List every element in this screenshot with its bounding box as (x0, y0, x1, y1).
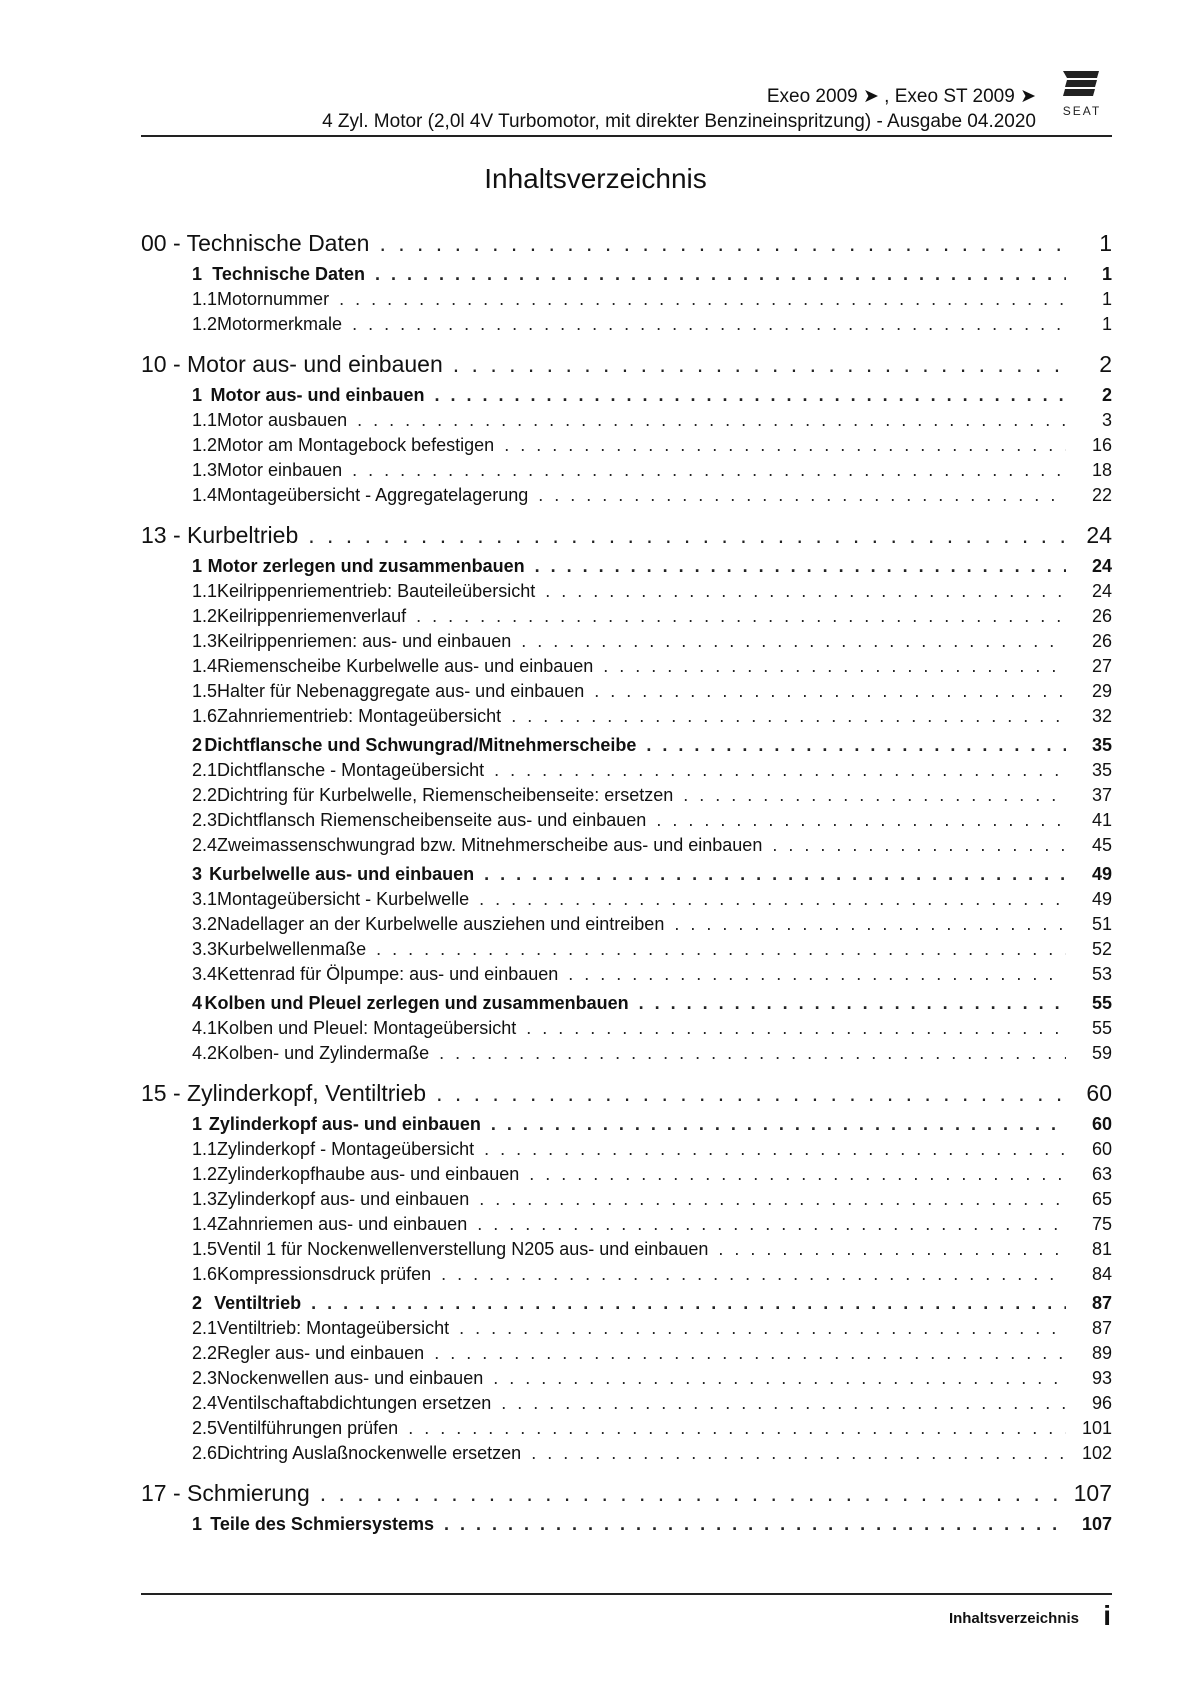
table-of-contents (141, 228, 1112, 1537)
entry-page-number: 18 (1091, 460, 1112, 480)
entry-page-number: 24 (1091, 556, 1112, 576)
document-header (322, 84, 1036, 134)
entry-number: 2.4 (192, 835, 218, 855)
entry-number: 1.5 (192, 1239, 218, 1259)
entry-title: Ventiltrieb: Montageübersicht (217, 1318, 450, 1338)
entry-page-number: 89 (1091, 1343, 1112, 1363)
entry-title: Nadellager an der Kurbelwelle ausziehen und eintreiben (217, 914, 665, 934)
toc-subsection[interactable] (141, 312, 1112, 337)
entry-page-number: 32 (1091, 706, 1112, 726)
toc-subsection[interactable] (141, 783, 1112, 808)
header-divider (141, 135, 1112, 137)
entry-number: 2.1 (192, 760, 218, 780)
toc-chapter[interactable] (141, 1078, 1112, 1108)
entry-number: 1.2 (192, 435, 218, 455)
entry-number: 2.1 (192, 1318, 218, 1338)
logo-wordmark: SEAT (1062, 104, 1102, 118)
dot-leader (491, 1112, 1066, 1137)
toc-subsection[interactable] (141, 912, 1112, 937)
dot-leader (484, 862, 1066, 887)
entry-page-number: 16 (1091, 435, 1112, 455)
dot-leader (477, 1212, 1066, 1237)
entry-page-number: 35 (1091, 760, 1112, 780)
entry-number: 1.3 (192, 1189, 218, 1209)
toc-subsection[interactable] (141, 654, 1112, 679)
toc-subsection[interactable] (141, 1041, 1112, 1066)
dot-leader (484, 1137, 1066, 1162)
toc-subsection[interactable] (141, 937, 1112, 962)
entry-page-number: 55 (1091, 1018, 1112, 1038)
entry-title: Kurbelwellenmaße (217, 939, 367, 959)
entry-number: 2.3 (192, 810, 218, 830)
entry-title: Zylinderkopfhaube aus- und einbauen (217, 1164, 520, 1184)
entry-title: Zweimassenschwungrad bzw. Mitnehmerscheibe aus- und einbauen (217, 835, 763, 855)
dot-leader (639, 991, 1066, 1016)
toc-section[interactable] (141, 733, 1112, 758)
entry-number: 1 (192, 1514, 203, 1534)
toc-section[interactable] (141, 383, 1112, 408)
dot-leader (416, 604, 1066, 629)
entry-title: Kettenrad für Ölpumpe: aus- und einbauen (217, 964, 559, 984)
entry-number: 1.1 (192, 410, 218, 430)
entry-number: 3 (192, 864, 203, 884)
entry-title: Kolben und Pleuel zerlegen und zusammenbauen (204, 993, 629, 1013)
dot-leader (772, 833, 1066, 858)
entry-page-number: 60 (1091, 1114, 1112, 1134)
entry-number: 1 (192, 385, 203, 405)
toc-subsection[interactable] (141, 1366, 1112, 1391)
entry-number: 1.4 (192, 485, 218, 505)
toc-section[interactable] (141, 554, 1112, 579)
entry-page-number: 53 (1091, 964, 1112, 984)
dot-leader (308, 520, 1066, 550)
entry-title: Kurbelwelle aus- und einbauen (209, 864, 475, 884)
toc-subsection[interactable] (141, 629, 1112, 654)
entry-title: 17 - Schmierung (141, 1480, 310, 1506)
entry-title: Dichtring für Kurbelwelle, Riemenscheibenseite: ersetzen (217, 785, 674, 805)
entry-page-number: 84 (1091, 1264, 1112, 1284)
dot-leader (521, 629, 1066, 654)
dot-leader (529, 1162, 1066, 1187)
dot-leader (511, 704, 1066, 729)
entry-title: 10 - Motor aus- und einbauen (141, 351, 443, 377)
footer-divider (141, 1593, 1112, 1595)
toc-subsection[interactable] (141, 483, 1112, 508)
dot-leader (436, 1078, 1066, 1108)
entry-page-number: 93 (1091, 1368, 1112, 1388)
header-engine-line: 4 Zyl. Motor (2,0l 4V Turbomotor, mit direkter Benzineinspritzung) - Ausgabe 04.2020 (322, 111, 1036, 132)
dot-leader (683, 783, 1066, 808)
footer-page-number: i (1103, 1600, 1111, 1631)
toc-subsection[interactable] (141, 1341, 1112, 1366)
dot-leader (568, 962, 1066, 987)
toc-subsection[interactable] (141, 408, 1112, 433)
entry-number: 1.1 (192, 581, 218, 601)
entry-number: 1.6 (192, 706, 218, 726)
entry-number: 3.4 (192, 964, 218, 984)
toc-subsection[interactable] (141, 1137, 1112, 1162)
toc-subsection[interactable] (141, 579, 1112, 604)
dot-leader (531, 1441, 1066, 1466)
entry-page-number: 59 (1091, 1043, 1112, 1063)
entry-number: 2.6 (192, 1443, 218, 1463)
entry-page-number: 22 (1091, 485, 1112, 505)
entry-title: 13 - Kurbeltrieb (141, 522, 299, 548)
entry-page-number: 27 (1091, 656, 1112, 676)
entry-number: 4.1 (192, 1018, 218, 1038)
entry-title: Teile des Schmiersystems (210, 1514, 435, 1534)
entry-page-number: 49 (1091, 889, 1112, 909)
dot-leader (545, 579, 1066, 604)
dot-leader (444, 1512, 1066, 1537)
entry-title: Keilrippenriementrieb: Bauteileübersicht (217, 581, 536, 601)
dot-leader (352, 458, 1066, 483)
entry-number: 4 (192, 993, 203, 1013)
toc-subsection[interactable] (141, 1441, 1112, 1466)
entry-title: Montageübersicht - Aggregatelagerung (217, 485, 529, 505)
toc-subsection[interactable] (141, 458, 1112, 483)
dot-leader (603, 654, 1066, 679)
dot-leader (434, 1341, 1066, 1366)
entry-number: 3.3 (192, 939, 218, 959)
toc-subsection[interactable] (141, 1237, 1112, 1262)
toc-subsection[interactable] (141, 887, 1112, 912)
entry-title: Zylinderkopf aus- und einbauen (217, 1189, 470, 1209)
entry-title: Dichtflansch Riemenscheibenseite aus- und einbauen (217, 810, 647, 830)
entry-number: 1.4 (192, 656, 218, 676)
entry-title: Nockenwellen aus- und einbauen (217, 1368, 484, 1388)
dot-leader (453, 349, 1066, 379)
entry-title: Ventil 1 für Nockenwellenverstellung N205 aus- und einbauen (217, 1239, 709, 1259)
toc-section[interactable] (141, 1512, 1112, 1537)
toc-subsection[interactable] (141, 1262, 1112, 1287)
toc-chapter[interactable] (141, 520, 1112, 550)
dot-leader (504, 433, 1066, 458)
toc-subsection[interactable] (141, 1187, 1112, 1212)
entry-number: 1.2 (192, 606, 218, 626)
entry-number: 1.1 (192, 1139, 218, 1159)
dot-leader (493, 1366, 1066, 1391)
header-model-line: Exeo 2009 ➤ , Exeo ST 2009 ➤ (766, 86, 1036, 107)
entry-page-number: 81 (1091, 1239, 1112, 1259)
entry-title: Halter für Nebenaggregate aus- und einbauen (217, 681, 585, 701)
dot-leader (357, 408, 1066, 433)
entry-number: 1.1 (192, 289, 218, 309)
entry-number: 2.4 (192, 1393, 218, 1413)
entry-number: 2.2 (192, 785, 218, 805)
entry-title: Kolben- und Zylindermaße (217, 1043, 430, 1063)
dot-leader (656, 808, 1066, 833)
entry-title: Motornummer (217, 289, 330, 309)
entry-page-number: 87 (1091, 1293, 1112, 1313)
entry-number: 1.6 (192, 1264, 218, 1284)
dot-leader (646, 733, 1066, 758)
entry-number: 1.2 (192, 1164, 218, 1184)
entry-page-number: 107 (1081, 1514, 1112, 1534)
dot-leader (479, 1187, 1066, 1212)
toc-subsection[interactable] (141, 962, 1112, 987)
entry-page-number: 24 (1086, 522, 1112, 548)
entry-number: 2 (192, 1293, 203, 1313)
entry-page-number: 3 (1101, 410, 1112, 430)
entry-page-number: 1 (1101, 264, 1112, 284)
entry-title: Motor einbauen (217, 460, 343, 480)
entry-page-number: 52 (1091, 939, 1112, 959)
entry-page-number: 26 (1091, 631, 1112, 651)
entry-title: Keilrippenriemen: aus- und einbauen (217, 631, 512, 651)
toc-subsection[interactable] (141, 287, 1112, 312)
entry-page-number: 63 (1091, 1164, 1112, 1184)
toc-subsection[interactable] (141, 808, 1112, 833)
toc-subsection[interactable] (141, 704, 1112, 729)
dot-leader (538, 483, 1066, 508)
entry-page-number: 102 (1081, 1443, 1112, 1463)
entry-title: Motor am Montagebock befestigen (217, 435, 495, 455)
toc-section[interactable] (141, 262, 1112, 287)
entry-title: Motormerkmale (217, 314, 343, 334)
toc-chapter[interactable] (141, 349, 1112, 379)
toc-section[interactable] (141, 862, 1112, 887)
dot-leader (501, 1391, 1066, 1416)
toc-section[interactable] (141, 1291, 1112, 1316)
entry-title: Ventilführungen prüfen (217, 1418, 399, 1438)
entry-number: 2.2 (192, 1343, 218, 1363)
entry-number: 1 (192, 556, 203, 576)
toc-chapter[interactable] (141, 1478, 1112, 1508)
entry-page-number: 35 (1091, 735, 1112, 755)
entry-title: Motor aus- und einbauen (210, 385, 425, 405)
dot-leader (494, 758, 1066, 783)
entry-number: 3.2 (192, 914, 218, 934)
entry-page-number: 60 (1091, 1139, 1112, 1159)
toc-subsection[interactable] (141, 1391, 1112, 1416)
dot-leader (594, 679, 1066, 704)
dot-leader (379, 228, 1066, 258)
dot-leader (352, 312, 1066, 337)
entry-number: 1.3 (192, 460, 218, 480)
entry-page-number: 51 (1091, 914, 1112, 934)
dot-leader (375, 262, 1066, 287)
dot-leader (376, 937, 1066, 962)
dot-leader (674, 912, 1066, 937)
dot-leader (439, 1041, 1066, 1066)
entry-title: Ventiltrieb (214, 1293, 302, 1313)
entry-title: Kompressionsdruck prüfen (217, 1264, 432, 1284)
entry-title: Riemenscheibe Kurbelwelle aus- und einbauen (217, 656, 594, 676)
toc-section[interactable] (141, 991, 1112, 1016)
entry-page-number: 2 (1101, 385, 1112, 405)
dot-leader (320, 1478, 1066, 1508)
page-title: Inhaltsverzeichnis (484, 163, 707, 194)
dot-leader (526, 1016, 1066, 1041)
toc-chapter[interactable] (141, 228, 1112, 258)
entry-page-number: 45 (1091, 835, 1112, 855)
entry-title: Zylinderkopf aus- und einbauen (208, 1114, 481, 1134)
entry-page-number: 96 (1091, 1393, 1112, 1413)
entry-page-number: 24 (1091, 581, 1112, 601)
entry-number: 1.4 (192, 1214, 218, 1234)
dot-leader (718, 1237, 1066, 1262)
entry-number: 1.3 (192, 631, 218, 651)
entry-page-number: 2 (1099, 351, 1112, 377)
entry-page-number: 26 (1091, 606, 1112, 626)
dot-leader (435, 383, 1066, 408)
toc-subsection[interactable] (141, 833, 1112, 858)
entry-page-number: 37 (1091, 785, 1112, 805)
entry-number: 4.2 (192, 1043, 218, 1063)
entry-page-number: 60 (1086, 1080, 1112, 1106)
entry-title: Dichtflansche und Schwungrad/Mitnehmerscheibe (204, 735, 637, 755)
entry-number: 1 (192, 1114, 203, 1134)
entry-page-number: 107 (1073, 1480, 1112, 1506)
entry-page-number: 49 (1091, 864, 1112, 884)
toc-subsection[interactable] (141, 1416, 1112, 1441)
dot-leader (459, 1316, 1066, 1341)
entry-title: Regler aus- und einbauen (217, 1343, 425, 1363)
entry-page-number: 55 (1091, 993, 1112, 1013)
toc-subsection[interactable] (141, 758, 1112, 783)
entry-number: 2.3 (192, 1368, 218, 1388)
entry-title: Ventilschaftabdichtungen ersetzen (217, 1393, 492, 1413)
entry-title: Kolben und Pleuel: Montageübersicht (217, 1018, 517, 1038)
entry-title: Motor ausbauen (217, 410, 348, 430)
entry-title: Dichtflansche - Montageübersicht (217, 760, 485, 780)
dot-leader (479, 887, 1066, 912)
entry-page-number: 1 (1101, 289, 1112, 309)
dot-leader (408, 1416, 1066, 1441)
entry-title: 00 - Technische Daten (141, 230, 370, 256)
toc-subsection[interactable] (141, 1162, 1112, 1187)
entry-title: Zylinderkopf - Montageübersicht (217, 1139, 475, 1159)
seat-logo-icon (1053, 69, 1111, 119)
entry-title: Keilrippenriemenverlauf (217, 606, 407, 626)
toc-subsection[interactable] (141, 1016, 1112, 1041)
entry-number: 1.2 (192, 314, 218, 334)
toc-section[interactable] (141, 1112, 1112, 1137)
entry-page-number: 1 (1101, 314, 1112, 334)
entry-number: 1.5 (192, 681, 218, 701)
entry-title: Technische Daten (212, 264, 365, 284)
dot-leader (441, 1262, 1066, 1287)
toc-subsection[interactable] (141, 604, 1112, 629)
dot-leader (535, 554, 1066, 579)
entry-page-number: 87 (1091, 1318, 1112, 1338)
entry-number: 2.5 (192, 1418, 218, 1438)
entry-title: Dichtring Auslaßnockenwelle ersetzen (217, 1443, 522, 1463)
entry-page-number: 101 (1081, 1418, 1112, 1438)
entry-number: 2 (192, 735, 203, 755)
dot-leader (339, 287, 1066, 312)
toc-subsection[interactable] (141, 1316, 1112, 1341)
toc-subsection[interactable] (141, 679, 1112, 704)
toc-subsection[interactable] (141, 433, 1112, 458)
entry-title: Montageübersicht - Kurbelwelle (217, 889, 470, 909)
entry-number: 3.1 (192, 889, 218, 909)
entry-page-number: 29 (1091, 681, 1112, 701)
toc-subsection[interactable] (141, 1212, 1112, 1237)
entry-page-number: 75 (1091, 1214, 1112, 1234)
entry-number: 1 (192, 264, 203, 284)
footer-label: Inhaltsverzeichnis (948, 1610, 1079, 1627)
entry-page-number: 1 (1099, 230, 1112, 256)
entry-page-number: 65 (1091, 1189, 1112, 1209)
entry-title: Motor zerlegen und zusammenbauen (207, 556, 525, 576)
entry-page-number: 41 (1091, 810, 1112, 830)
dot-leader (311, 1291, 1066, 1316)
entry-title: Zahnriemen aus- und einbauen (217, 1214, 468, 1234)
entry-title: 15 - Zylinderkopf, Ventiltrieb (141, 1080, 427, 1106)
entry-title: Zahnriementrieb: Montageübersicht (217, 706, 502, 726)
